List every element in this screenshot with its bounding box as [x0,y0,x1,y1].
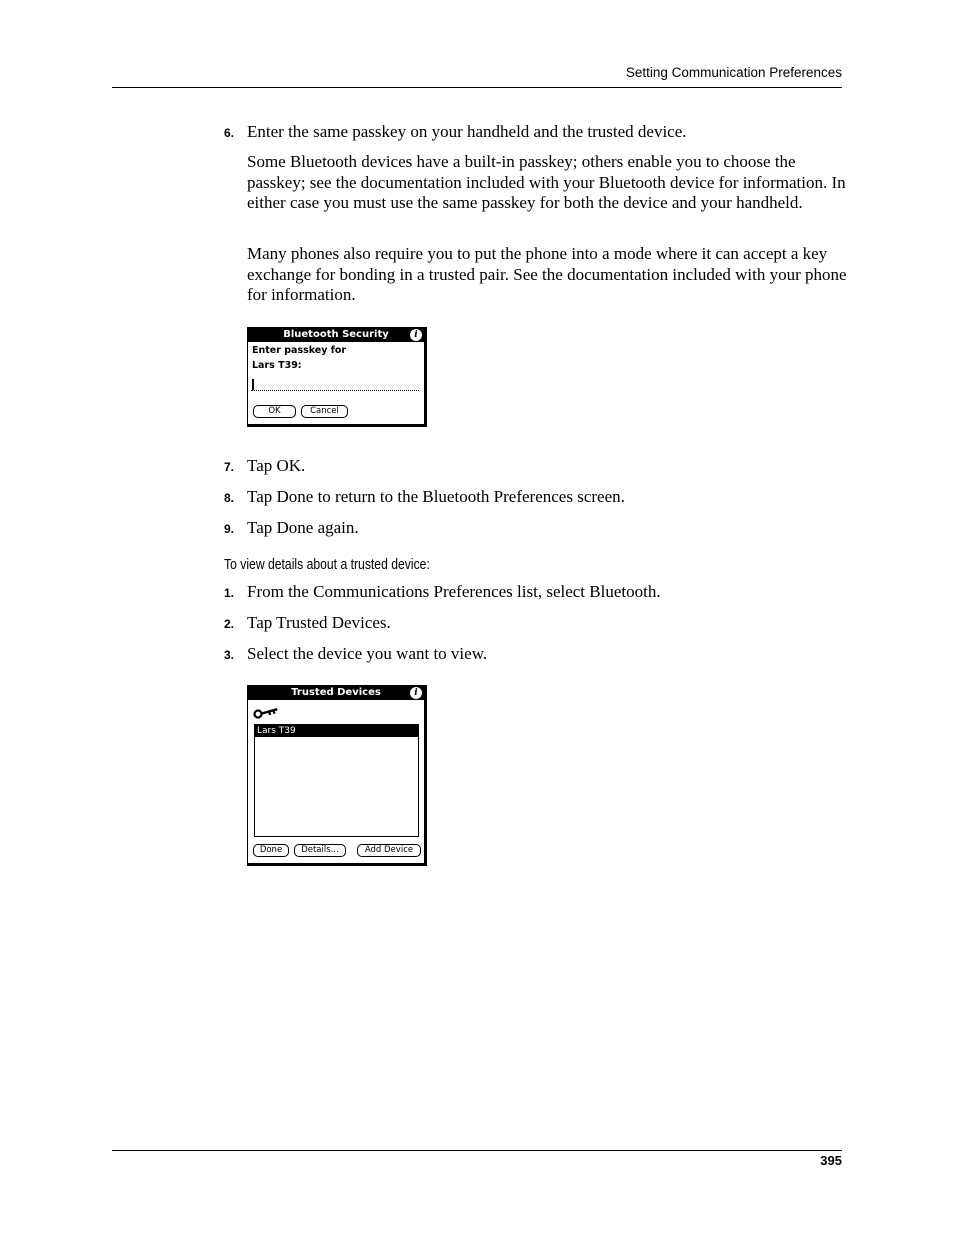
passkey-prompt-line1: Enter passkey for [252,345,347,356]
procedure-heading: To view details about a trusted device: [224,557,430,573]
list-item[interactable]: Lars T39 [255,725,418,737]
info-icon[interactable]: i [410,329,422,341]
paragraph-phones: Many phones also require you to put the phone into a mode where it can accept a key exchange for bonding in a trusted pair. See the documentation included with your phone for information. [247,244,847,304]
step-number: 3. [224,648,235,662]
trusted-title: Trusted Devices [291,687,381,698]
step-number: 7. [224,460,235,474]
step-text: Enter the same passkey on your handheld and the trusted device. [247,122,687,141]
trusted-device-list[interactable] [254,724,419,837]
cancel-button[interactable]: Cancel [301,405,348,418]
step-number: 6. [224,126,235,140]
step-7 [224,455,305,478]
step-text: Select the device you want to view. [247,644,488,663]
step-text: Tap OK. [247,456,306,475]
step-number: 1. [224,586,235,600]
step-number: 2. [224,617,235,631]
security-title-bar [248,328,424,342]
info-icon[interactable]: i [410,687,422,699]
page-number: 395 [820,1153,842,1168]
step-1 [224,581,661,604]
passkey-input[interactable] [251,378,419,391]
ok-button[interactable]: OK [253,405,296,418]
step-2 [224,612,391,635]
step-9 [224,517,359,540]
step-number: 9. [224,522,235,536]
step-8 [224,486,625,509]
step-text: Tap Done again. [247,518,359,537]
step-text: From the Communications Preferences list, select Bluetooth. [247,582,661,601]
text-cursor [252,379,254,390]
security-title: Bluetooth Security [283,329,389,340]
step-text: Tap Done to return to the Bluetooth Preferences screen. [247,487,625,506]
step-number: 8. [224,491,235,505]
done-button[interactable]: Done [253,844,289,857]
step-3 [224,643,487,666]
key-icon [253,704,279,720]
header-rule [112,87,842,88]
passkey-prompt-line2: Lars T39: [252,360,302,371]
step-text: Tap Trusted Devices. [247,613,391,632]
footer-rule [112,1150,842,1151]
details-button[interactable]: Details... [294,844,346,857]
add-device-button[interactable]: Add Device [357,844,421,857]
bluetooth-security-screen [247,327,427,427]
trusted-devices-screen [247,685,427,866]
paragraph-passkey: Some Bluetooth devices have a built-in passkey; others enable you to choose the passkey; see the documentation included with your Bluetooth device for information. In either case you must use the same passkey for both the device and your handheld. [247,152,846,212]
trusted-title-bar [248,686,424,700]
step-6 [224,121,687,144]
running-header: Setting Communication Preferences [625,65,842,80]
